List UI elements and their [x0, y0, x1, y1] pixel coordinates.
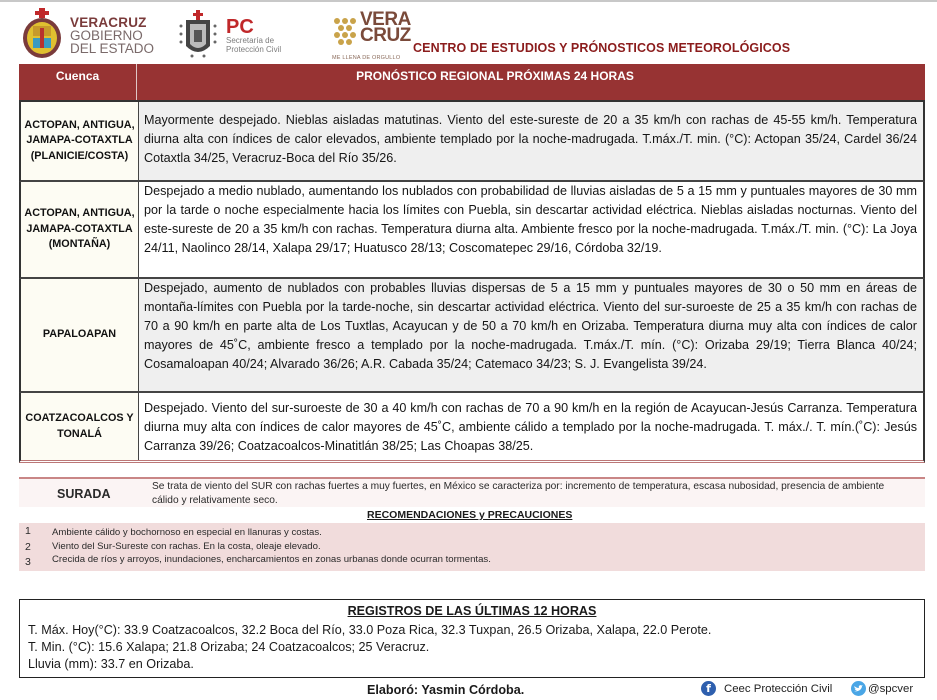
pronostico-cell: Despejado. Viento del sur-suroeste de 30 a 40 km/h con rachas de 70 a 90 km/h en la región de Acayucan-Jesús Carranza. Temperatura diurna muy alta con índices de calor mayores de 45˚C, ambiente cálido a templado por la noche-madrugada. T. máx./. T. mín.(˚C): Jesús Carranza 39/26; Coatzacoalcos-Minatitlán 38/25; Las Choapas 38/25.	[139, 393, 923, 460]
records-tmin: T. Min. (°C): 15.6 Xalapa; 21.8 Orizaba; 24 Coatzacoalcos; 25 Veracruz.	[28, 640, 430, 654]
twitter-link[interactable]	[851, 681, 913, 696]
veracruz-pattern-icon	[332, 16, 358, 50]
surada-description: Se trata de viento del SUR con rachas fuertes a muy fuertes, en México se caracteriza por: incremento de temperatura, escasa nubosidad, presencia de ambiente cálido y relativamente seco.	[152, 481, 885, 506]
gov-logo-line3: DEL ESTADO	[70, 41, 155, 56]
facebook-label: Ceec Protección Civil	[724, 682, 833, 695]
proteccion-civil-shield-icon	[178, 10, 218, 60]
table-row	[19, 279, 925, 393]
table-row	[19, 182, 925, 279]
pc-logo-text	[226, 18, 281, 54]
records-tmax: T. Máx. Hoy(°C): 33.9 Coatzacoalcos, 32.2 Boca del Río, 33.0 Poza Rica, 32.3 Tuxpan, 26.5 Orizaba, Xalapa, 22.0 Perote.	[28, 623, 712, 637]
item-text: Crecida de ríos y arroyos, inundaciones, encharcamientos en zonas urbanas donde ocurran tormentas.	[52, 554, 491, 565]
gov-logo-line2: GOBIERNO	[70, 28, 143, 43]
veracruz-coat-of-arms-icon	[20, 8, 64, 60]
forecast-table	[19, 64, 925, 463]
facebook-link[interactable]	[701, 681, 832, 696]
surada-box	[19, 477, 925, 507]
column-header-cuenca: Cuenca	[19, 64, 137, 100]
item-number: 2	[25, 541, 31, 553]
pronostico-cell: Despejado a medio nublado, aumentando los nublados con probabilidad de lluvias aisladas de 5 a 15 mm y puntuales mayores de 30 mm por la tarde o noche especialmente hacia los límites con Puebla, sin descartar actividad eléctrica. Nieblas aisladas nocturnas. Viento del este-sureste de 20 a 35 km/h con rachas. Temperatura diurna alta. Ambiente fresco por la noche-madrugada. T.máx./T. min. (°C): La Joya 24/11, Naolinco 28/14, Xalapa 29/17; Huatusco 28/13; Coscomatepec 29/16, Córdoba 32/19.	[139, 182, 923, 277]
pronostico-cell: Mayormente despejado. Nieblas aisladas matutinas. Viento del este-sureste de 20 a 35 km/h con rachas de 45-55 km/h. Temperatura diurna alta con índices de calor elevados, ambiente templado por la noche-madrugada. T.máx./T. min. (°C): Actopan 35/24, Cardel 36/24 Cotaxtla 34/25, Veracruz-Boca del Río 35/26.	[139, 102, 923, 180]
twitter-icon	[851, 681, 866, 696]
recommendations-title: RECOMENDACIONES y PRECAUCIONES	[367, 509, 573, 521]
pronostico-cell: Despejado, aumento de nublados con probables lluvias dispersas de 5 a 15 mm y puntuales mayores de 30 o 50 mm en áreas de montaña-límites con Puebla por la tarde-noche, sin descartar actividad eléctrica. Viento del sur-suroeste de 25 a 35 km/h con rachas de 70 a 90 km/h en parte alta de Los Tuxtlas, Acayucan y de 50 a 70 km/h en Orizaba. Temperatura diurna muy alta con índices de calor mayores de 45˚C, ambiente fresco a templado por la noche-madrugada. T.máx./T. mín. (°C): Orizaba 29/19; Tierra Blanca 40/24; Cosamaloapan 40/24; Alvarado 36/26; A.R. Cabada 35/24; Catemaco 34/23; S. J. Evangelista 39/24.	[139, 279, 923, 391]
gov-logo-line1: VERACRUZ	[70, 15, 147, 30]
item-text: Ambiente cálido y bochornoso en especial en llanuras y costas.	[52, 527, 322, 538]
veracruz-brand-text	[360, 9, 411, 46]
column-header-pronostico: PRONÓSTICO REGIONAL PRÓXIMAS 24 HORAS	[356, 69, 634, 83]
page-header	[0, 2, 937, 64]
surada-label: SURADA	[57, 487, 111, 501]
twitter-label: @spcver	[868, 682, 914, 695]
veracruz-brand-line1: VERA	[360, 9, 411, 30]
records-box	[19, 599, 925, 678]
cuenca-cell: ACTOPAN, ANTIGUA, JAMAPA-COTAXTLA (PLANICIE/COSTA)	[21, 102, 139, 180]
pc-logo-title: PC	[226, 16, 254, 38]
center-title: CENTRO DE ESTUDIOS Y PRÓNOSTICOS METEOROLÓGICOS	[413, 41, 791, 55]
gobierno-logo-text	[70, 16, 154, 55]
item-text: Viento del Sur-Sureste con rachas. En la costa, oleaje elevado.	[52, 541, 321, 552]
cuenca-cell: ACTOPAN, ANTIGUA, JAMAPA-COTAXTLA (MONTAÑA)	[21, 182, 139, 277]
pc-logo-line1: Secretaría de	[226, 36, 275, 45]
cuenca-cell: COATZACOALCOS Y TONALÁ	[21, 393, 139, 460]
veracruz-slogan: ME LLENA DE ORGULLO	[332, 55, 401, 61]
records-title: REGISTROS DE LAS ÚLTIMAS 12 HORAS	[347, 604, 597, 618]
cuenca-cell: PAPALOAPAN	[21, 279, 139, 391]
item-number: 3	[25, 556, 31, 568]
author-credit: Elaboró: Yasmin Córdoba.	[367, 683, 525, 697]
table-header	[19, 64, 925, 100]
table-row	[19, 100, 925, 182]
veracruz-brand-line2: CRUZ	[360, 25, 411, 46]
facebook-icon: f	[701, 681, 716, 696]
records-rain: Lluvia (mm): 33.7 en Orizaba.	[28, 657, 194, 671]
item-number: 1	[25, 525, 31, 537]
pc-logo-line2: Protección Civil	[226, 45, 282, 54]
recommendations-list	[19, 523, 925, 571]
table-row	[19, 393, 925, 463]
